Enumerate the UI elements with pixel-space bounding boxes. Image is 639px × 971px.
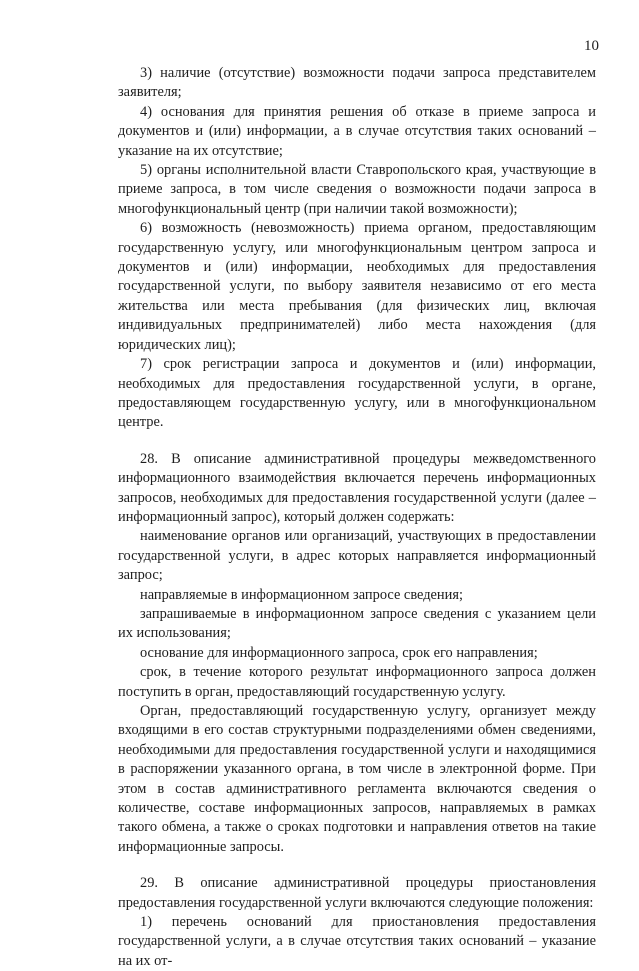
paragraph: наименование органов или организаций, участвующих в предоставлении государственной услуги, в адрес которых направляется информационный запрос; xyxy=(118,528,596,584)
paragraph: Орган, предоставляющий государственную услугу, организует между входящими в его состав структурными подразделениями обмен сведениями, необходимыми для предоставления государственной услуги и находящимися в распоряжении указанного органа, в том числе в электронной форме. При этом в состав административного регламента включаются сведения о количестве, составе информационных запросов, направляемых в рамках такого обмена, а также о сроках подготовки и направления ответов на такие информационные запросы. xyxy=(118,703,596,855)
document-body xyxy=(118,64,596,971)
paragraph: основание для информационного запроса, срок его направления; xyxy=(140,644,538,661)
paragraph: 4) основания для принятия решения об отказе в приеме запроса и документов и (или) информации, а в случае отсутствия таких оснований – указание на их отсутствие; xyxy=(118,103,596,159)
section-28-heading-paragraph: 28. В описание административной процедуры межведомственного информационного взаимодействия включается перечень информационных запросов, необходимых для предоставления государственной услуги (далее – информационный запрос), который должен содержать: xyxy=(118,450,596,525)
paragraph: 6) возможность (невозможность) приема органом, предоставляющим государственную услугу, или многофункциональным центром запроса и документов и (или) информации, необходимых для предоставления государственной услуги, по выбору заявителя независимо от его места жительства или места пребывания (для физических лиц, включая индивидуальных предпринимателей) либо места нахождения (для юридических лиц); xyxy=(118,220,596,353)
paragraph: 1) перечень оснований для приостановления предоставления государственной услуги, а в случае отсутствия таких оснований – указание на их от- xyxy=(118,914,596,969)
section-29-heading-paragraph: 29. В описание административной процедуры приостановления предоставления государственной услуги включаются следующие положения: xyxy=(118,875,596,911)
paragraph: направляемые в информационном запросе сведения; xyxy=(140,586,463,603)
paragraph: 3) наличие (отсутствие) возможности подачи запроса представителем заявителя; xyxy=(118,65,596,101)
page-number: 10 xyxy=(584,38,599,54)
paragraph: запрашиваемые в информационном запросе сведения с указанием цели их использования; xyxy=(118,605,596,642)
paragraph: 7) срок регистрации запроса и документов и (или) информации, необходимых для предоставления государственной услуги, в органе, предоставляющем государственную услугу, или в многофункциональном центре. xyxy=(118,356,596,431)
paragraph: 5) органы исполнительной власти Ставропольского края, участвующие в приеме запроса, в том числе сведения о возможности подачи запроса в многофункциональный центр (при наличии такой возможности); xyxy=(118,162,596,217)
paragraph: срок, в течение которого результат информационного запроса должен поступить в орган, предоставляющий государственную услугу. xyxy=(118,664,596,700)
